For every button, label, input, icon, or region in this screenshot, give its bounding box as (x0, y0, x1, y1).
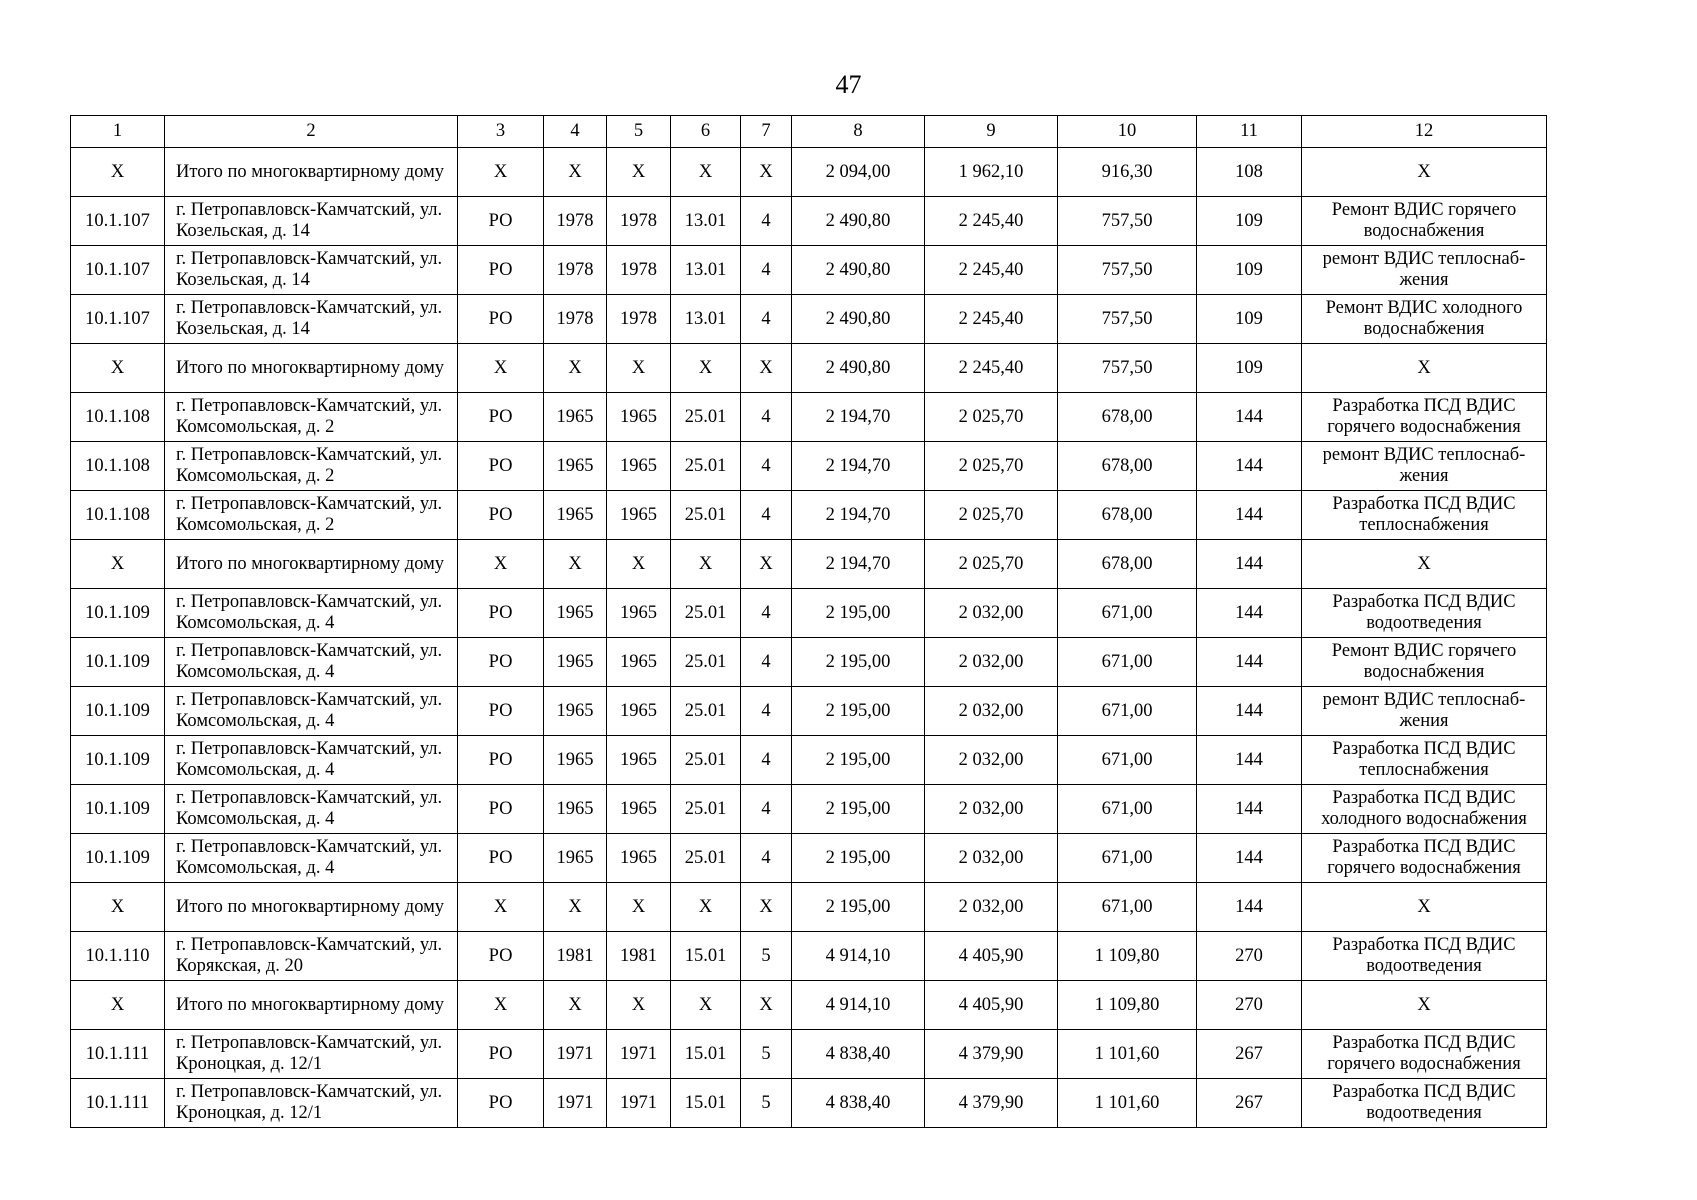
residential-area-cell: 4 379,90 (925, 1079, 1058, 1128)
address-cell: Итого по многоквартирному дому (165, 883, 458, 932)
table-row (71, 246, 1547, 295)
year-built-cell: X (544, 344, 607, 393)
address-cell: Итого по многоквартирному дому (165, 148, 458, 197)
year-built-cell: 1965 (544, 638, 607, 687)
column-number-cell: 4 (544, 116, 607, 148)
work-type-cell: ремонт ВДИС теплоснаб-жения (1302, 246, 1547, 295)
item-number-cell: 10.1.109 (71, 785, 165, 834)
table-row (71, 393, 1547, 442)
non-residential-area-cell: 671,00 (1058, 736, 1197, 785)
item-number-cell: X (71, 344, 165, 393)
material-code-cell: 25.01 (671, 785, 741, 834)
non-residential-area-cell: 757,50 (1058, 344, 1197, 393)
residential-area-cell: 2 245,40 (925, 197, 1058, 246)
table-row (71, 736, 1547, 785)
year-built-cell: 1965 (544, 687, 607, 736)
floors-cell: 4 (741, 687, 792, 736)
non-residential-area-cell: 671,00 (1058, 883, 1197, 932)
work-type-cell: Разработка ПСД ВДИС горячего водоснабжения (1302, 834, 1547, 883)
type-cell: РО (458, 197, 544, 246)
year-commissioned-cell: 1965 (607, 687, 671, 736)
year-commissioned-cell: 1965 (607, 834, 671, 883)
column-number-cell: 2 (165, 116, 458, 148)
item-number-cell: X (71, 540, 165, 589)
year-commissioned-cell: 1981 (607, 932, 671, 981)
non-residential-area-cell: 757,50 (1058, 197, 1197, 246)
material-code-cell: X (671, 148, 741, 197)
table-row (71, 148, 1547, 197)
work-type-cell: Ремонт ВДИС холодного водоснабжения (1302, 295, 1547, 344)
non-residential-area-cell: 1 101,60 (1058, 1079, 1197, 1128)
total-area-cell: 4 838,40 (792, 1079, 925, 1128)
year-commissioned-cell: 1978 (607, 295, 671, 344)
table-row (71, 344, 1547, 393)
column-number-cell: 6 (671, 116, 741, 148)
residents-cell: 144 (1197, 540, 1302, 589)
year-built-cell: 1978 (544, 197, 607, 246)
type-cell: РО (458, 295, 544, 344)
non-residential-area-cell: 678,00 (1058, 491, 1197, 540)
material-code-cell: 13.01 (671, 295, 741, 344)
total-area-cell: 4 838,40 (792, 1030, 925, 1079)
address-cell: Итого по многоквартирному дому (165, 540, 458, 589)
type-cell: X (458, 981, 544, 1030)
type-cell: X (458, 148, 544, 197)
material-code-cell: X (671, 981, 741, 1030)
item-number-cell: 10.1.107 (71, 246, 165, 295)
floors-cell: 4 (741, 295, 792, 344)
year-built-cell: 1965 (544, 589, 607, 638)
year-commissioned-cell: 1965 (607, 589, 671, 638)
item-number-cell: 10.1.109 (71, 736, 165, 785)
year-commissioned-cell: 1965 (607, 638, 671, 687)
type-cell: РО (458, 491, 544, 540)
residents-cell: 109 (1197, 344, 1302, 393)
non-residential-area-cell: 671,00 (1058, 638, 1197, 687)
address-cell: г. Петропавловск-Камчатский, ул. Козельская, д. 14 (165, 197, 458, 246)
total-area-cell: 2 194,70 (792, 540, 925, 589)
address-cell: г. Петропавловск-Камчатский, ул. Комсомольская, д. 4 (165, 785, 458, 834)
year-commissioned-cell: X (607, 344, 671, 393)
residential-area-cell: 1 962,10 (925, 148, 1058, 197)
floors-cell: X (741, 540, 792, 589)
item-number-cell: 10.1.107 (71, 197, 165, 246)
type-cell: РО (458, 785, 544, 834)
year-commissioned-cell: X (607, 981, 671, 1030)
non-residential-area-cell: 678,00 (1058, 540, 1197, 589)
work-type-cell: Разработка ПСД ВДИС водоотведения (1302, 1079, 1547, 1128)
floors-cell: 5 (741, 1030, 792, 1079)
table-row (71, 540, 1547, 589)
residential-area-cell: 2 025,70 (925, 393, 1058, 442)
residential-area-cell: 2 032,00 (925, 687, 1058, 736)
residents-cell: 267 (1197, 1079, 1302, 1128)
non-residential-area-cell: 678,00 (1058, 442, 1197, 491)
floors-cell: 4 (741, 736, 792, 785)
work-type-cell: Разработка ПСД ВДИС теплоснабжения (1302, 736, 1547, 785)
table-row (71, 638, 1547, 687)
floors-cell: X (741, 344, 792, 393)
address-cell: г. Петропавловск-Камчатский, ул. Комсомольская, д. 4 (165, 687, 458, 736)
residents-cell: 144 (1197, 834, 1302, 883)
year-commissioned-cell: 1965 (607, 785, 671, 834)
total-area-cell: 2 195,00 (792, 687, 925, 736)
floors-cell: 4 (741, 246, 792, 295)
residents-cell: 144 (1197, 736, 1302, 785)
floors-cell: 4 (741, 589, 792, 638)
year-commissioned-cell: X (607, 148, 671, 197)
item-number-cell: 10.1.108 (71, 393, 165, 442)
column-number-cell: 11 (1197, 116, 1302, 148)
work-type-cell: Разработка ПСД ВДИС горячего водоснабжения (1302, 1030, 1547, 1079)
type-cell: X (458, 344, 544, 393)
column-number-cell: 5 (607, 116, 671, 148)
total-area-cell: 4 914,10 (792, 932, 925, 981)
address-cell: г. Петропавловск-Камчатский, ул. Комсомольская, д. 4 (165, 589, 458, 638)
residents-cell: 109 (1197, 295, 1302, 344)
address-cell: г. Петропавловск-Камчатский, ул. Комсомольская, д. 4 (165, 834, 458, 883)
year-commissioned-cell: X (607, 883, 671, 932)
table-row (71, 1079, 1547, 1128)
type-cell: РО (458, 1079, 544, 1128)
year-commissioned-cell: 1965 (607, 442, 671, 491)
column-number-cell: 10 (1058, 116, 1197, 148)
total-area-cell: 4 914,10 (792, 981, 925, 1030)
table-row (71, 785, 1547, 834)
column-number-cell: 1 (71, 116, 165, 148)
material-code-cell: 15.01 (671, 1030, 741, 1079)
address-cell: г. Петропавловск-Камчатский, ул. Комсомольская, д. 2 (165, 442, 458, 491)
residents-cell: 144 (1197, 491, 1302, 540)
page-number: 47 (835, 70, 862, 99)
table-row (71, 295, 1547, 344)
item-number-cell: X (71, 883, 165, 932)
year-built-cell: 1978 (544, 295, 607, 344)
residential-area-cell: 2 245,40 (925, 246, 1058, 295)
type-cell: РО (458, 442, 544, 491)
column-number-cell: 8 (792, 116, 925, 148)
total-area-cell: 2 195,00 (792, 834, 925, 883)
year-built-cell: X (544, 148, 607, 197)
address-cell: г. Петропавловск-Камчатский, ул. Корякская, д. 20 (165, 932, 458, 981)
table-body (71, 116, 1547, 1128)
year-built-cell: 1971 (544, 1079, 607, 1128)
total-area-cell: 2 490,80 (792, 295, 925, 344)
residential-area-cell: 2 032,00 (925, 883, 1058, 932)
type-cell: РО (458, 246, 544, 295)
residents-cell: 108 (1197, 148, 1302, 197)
year-commissioned-cell: 1978 (607, 197, 671, 246)
residents-cell: 109 (1197, 246, 1302, 295)
table-row (71, 883, 1547, 932)
year-built-cell: 1978 (544, 246, 607, 295)
year-built-cell: 1981 (544, 932, 607, 981)
work-type-cell: X (1302, 883, 1547, 932)
residents-cell: 144 (1197, 687, 1302, 736)
work-type-cell: ремонт ВДИС теплоснаб-жения (1302, 687, 1547, 736)
item-number-cell: 10.1.109 (71, 834, 165, 883)
year-built-cell: 1965 (544, 736, 607, 785)
item-number-cell: 10.1.110 (71, 932, 165, 981)
item-number-cell: X (71, 981, 165, 1030)
residential-area-cell: 2 032,00 (925, 589, 1058, 638)
floors-cell: X (741, 148, 792, 197)
residential-area-cell: 2 032,00 (925, 785, 1058, 834)
year-built-cell: 1971 (544, 1030, 607, 1079)
year-built-cell: 1965 (544, 442, 607, 491)
material-code-cell: 15.01 (671, 932, 741, 981)
floors-cell: 4 (741, 785, 792, 834)
column-number-cell: 7 (741, 116, 792, 148)
residential-area-cell: 2 025,70 (925, 540, 1058, 589)
address-cell: г. Петропавловск-Камчатский, ул. Комсомольская, д. 4 (165, 736, 458, 785)
year-commissioned-cell: 1965 (607, 393, 671, 442)
material-code-cell: 13.01 (671, 246, 741, 295)
floors-cell: X (741, 981, 792, 1030)
work-type-cell: Ремонт ВДИС горячего водоснабжения (1302, 638, 1547, 687)
type-cell: РО (458, 687, 544, 736)
year-commissioned-cell: 1965 (607, 491, 671, 540)
repair-register-table (70, 115, 1547, 1128)
item-number-cell: 10.1.109 (71, 589, 165, 638)
type-cell: РО (458, 638, 544, 687)
total-area-cell: 2 490,80 (792, 344, 925, 393)
material-code-cell: 25.01 (671, 638, 741, 687)
floors-cell: 5 (741, 1079, 792, 1128)
work-type-cell: Ремонт ВДИС горячего водоснабжения (1302, 197, 1547, 246)
total-area-cell: 2 195,00 (792, 736, 925, 785)
residents-cell: 144 (1197, 589, 1302, 638)
item-number-cell: X (71, 148, 165, 197)
residential-area-cell: 2 032,00 (925, 736, 1058, 785)
total-area-cell: 2 490,80 (792, 197, 925, 246)
total-area-cell: 2 094,00 (792, 148, 925, 197)
total-area-cell: 2 195,00 (792, 785, 925, 834)
address-cell: г. Петропавловск-Камчатский, ул. Комсомольская, д. 4 (165, 638, 458, 687)
item-number-cell: 10.1.108 (71, 491, 165, 540)
table-row (71, 589, 1547, 638)
material-code-cell: 25.01 (671, 393, 741, 442)
item-number-cell: 10.1.108 (71, 442, 165, 491)
material-code-cell: 25.01 (671, 491, 741, 540)
type-cell: РО (458, 393, 544, 442)
work-type-cell: Разработка ПСД ВДИС водоотведения (1302, 589, 1547, 638)
work-type-cell: Разработка ПСД ВДИС водоотведения (1302, 932, 1547, 981)
residential-area-cell: 4 379,90 (925, 1030, 1058, 1079)
material-code-cell: 25.01 (671, 736, 741, 785)
work-type-cell: X (1302, 981, 1547, 1030)
floors-cell: 4 (741, 491, 792, 540)
residents-cell: 144 (1197, 785, 1302, 834)
address-cell: г. Петропавловск-Камчатский, ул. Комсомольская, д. 2 (165, 491, 458, 540)
table-row (71, 834, 1547, 883)
non-residential-area-cell: 671,00 (1058, 687, 1197, 736)
residential-area-cell: 4 405,90 (925, 981, 1058, 1030)
residents-cell: 144 (1197, 638, 1302, 687)
non-residential-area-cell: 671,00 (1058, 834, 1197, 883)
item-number-cell: 10.1.109 (71, 638, 165, 687)
address-cell: г. Петропавловск-Камчатский, ул. Комсомольская, д. 2 (165, 393, 458, 442)
floors-cell: 5 (741, 932, 792, 981)
residents-cell: 270 (1197, 932, 1302, 981)
work-type-cell: ремонт ВДИС теплоснаб-жения (1302, 442, 1547, 491)
non-residential-area-cell: 678,00 (1058, 393, 1197, 442)
year-built-cell: 1965 (544, 785, 607, 834)
work-type-cell: X (1302, 540, 1547, 589)
residential-area-cell: 2 032,00 (925, 834, 1058, 883)
item-number-cell: 10.1.107 (71, 295, 165, 344)
column-number-cell: 9 (925, 116, 1058, 148)
year-commissioned-cell: 1965 (607, 736, 671, 785)
item-number-cell: 10.1.111 (71, 1030, 165, 1079)
total-area-cell: 2 195,00 (792, 883, 925, 932)
item-number-cell: 10.1.109 (71, 687, 165, 736)
type-cell: РО (458, 932, 544, 981)
non-residential-area-cell: 1 109,80 (1058, 932, 1197, 981)
material-code-cell: X (671, 540, 741, 589)
type-cell: РО (458, 736, 544, 785)
material-code-cell: 25.01 (671, 687, 741, 736)
residents-cell: 109 (1197, 197, 1302, 246)
floors-cell: 4 (741, 834, 792, 883)
total-area-cell: 2 490,80 (792, 246, 925, 295)
table-row (71, 491, 1547, 540)
column-number-row (71, 116, 1547, 148)
work-type-cell: X (1302, 344, 1547, 393)
residential-area-cell: 2 025,70 (925, 442, 1058, 491)
residential-area-cell: 2 245,40 (925, 344, 1058, 393)
total-area-cell: 2 194,70 (792, 442, 925, 491)
work-type-cell: Разработка ПСД ВДИС горячего водоснабжения (1302, 393, 1547, 442)
total-area-cell: 2 195,00 (792, 589, 925, 638)
table-row (71, 687, 1547, 736)
material-code-cell: 25.01 (671, 442, 741, 491)
year-built-cell: 1965 (544, 491, 607, 540)
material-code-cell: 13.01 (671, 197, 741, 246)
year-commissioned-cell: X (607, 540, 671, 589)
work-type-cell: Разработка ПСД ВДИС теплоснабжения (1302, 491, 1547, 540)
table-row (71, 932, 1547, 981)
item-number-cell: 10.1.111 (71, 1079, 165, 1128)
floors-cell: 4 (741, 442, 792, 491)
residents-cell: 270 (1197, 981, 1302, 1030)
year-built-cell: 1965 (544, 393, 607, 442)
year-commissioned-cell: 1971 (607, 1030, 671, 1079)
year-built-cell: X (544, 981, 607, 1030)
non-residential-area-cell: 757,50 (1058, 246, 1197, 295)
address-cell: Итого по многоквартирному дому (165, 981, 458, 1030)
residents-cell: 267 (1197, 1030, 1302, 1079)
residents-cell: 144 (1197, 883, 1302, 932)
non-residential-area-cell: 1 101,60 (1058, 1030, 1197, 1079)
material-code-cell: 25.01 (671, 589, 741, 638)
column-number-cell: 3 (458, 116, 544, 148)
total-area-cell: 2 194,70 (792, 491, 925, 540)
year-built-cell: X (544, 883, 607, 932)
floors-cell: 4 (741, 197, 792, 246)
column-number-cell: 12 (1302, 116, 1547, 148)
year-built-cell: X (544, 540, 607, 589)
table-row (71, 1030, 1547, 1079)
residential-area-cell: 2 032,00 (925, 638, 1058, 687)
type-cell: X (458, 883, 544, 932)
non-residential-area-cell: 1 109,80 (1058, 981, 1197, 1030)
floors-cell: X (741, 883, 792, 932)
material-code-cell: 25.01 (671, 834, 741, 883)
address-cell: г. Петропавловск-Камчатский, ул. Кроноцкая, д. 12/1 (165, 1030, 458, 1079)
residential-area-cell: 2 245,40 (925, 295, 1058, 344)
type-cell: РО (458, 1030, 544, 1079)
year-commissioned-cell: 1971 (607, 1079, 671, 1128)
floors-cell: 4 (741, 638, 792, 687)
total-area-cell: 2 194,70 (792, 393, 925, 442)
floors-cell: 4 (741, 393, 792, 442)
residents-cell: 144 (1197, 393, 1302, 442)
year-commissioned-cell: 1978 (607, 246, 671, 295)
non-residential-area-cell: 671,00 (1058, 785, 1197, 834)
table-row (71, 197, 1547, 246)
table-row (71, 981, 1547, 1030)
type-cell: X (458, 540, 544, 589)
residential-area-cell: 2 025,70 (925, 491, 1058, 540)
address-cell: г. Петропавловск-Камчатский, ул. Кроноцкая, д. 12/1 (165, 1079, 458, 1128)
residents-cell: 144 (1197, 442, 1302, 491)
material-code-cell: X (671, 883, 741, 932)
non-residential-area-cell: 671,00 (1058, 589, 1197, 638)
work-type-cell: X (1302, 148, 1547, 197)
address-cell: г. Петропавловск-Камчатский, ул. Козельская, д. 14 (165, 295, 458, 344)
work-type-cell: Разработка ПСД ВДИС холодного водоснабжения (1302, 785, 1547, 834)
non-residential-area-cell: 916,30 (1058, 148, 1197, 197)
total-area-cell: 2 195,00 (792, 638, 925, 687)
type-cell: РО (458, 834, 544, 883)
material-code-cell: X (671, 344, 741, 393)
year-built-cell: 1965 (544, 834, 607, 883)
type-cell: РО (458, 589, 544, 638)
address-cell: Итого по многоквартирному дому (165, 344, 458, 393)
residential-area-cell: 4 405,90 (925, 932, 1058, 981)
non-residential-area-cell: 757,50 (1058, 295, 1197, 344)
address-cell: г. Петропавловск-Камчатский, ул. Козельская, д. 14 (165, 246, 458, 295)
table-row (71, 442, 1547, 491)
material-code-cell: 15.01 (671, 1079, 741, 1128)
